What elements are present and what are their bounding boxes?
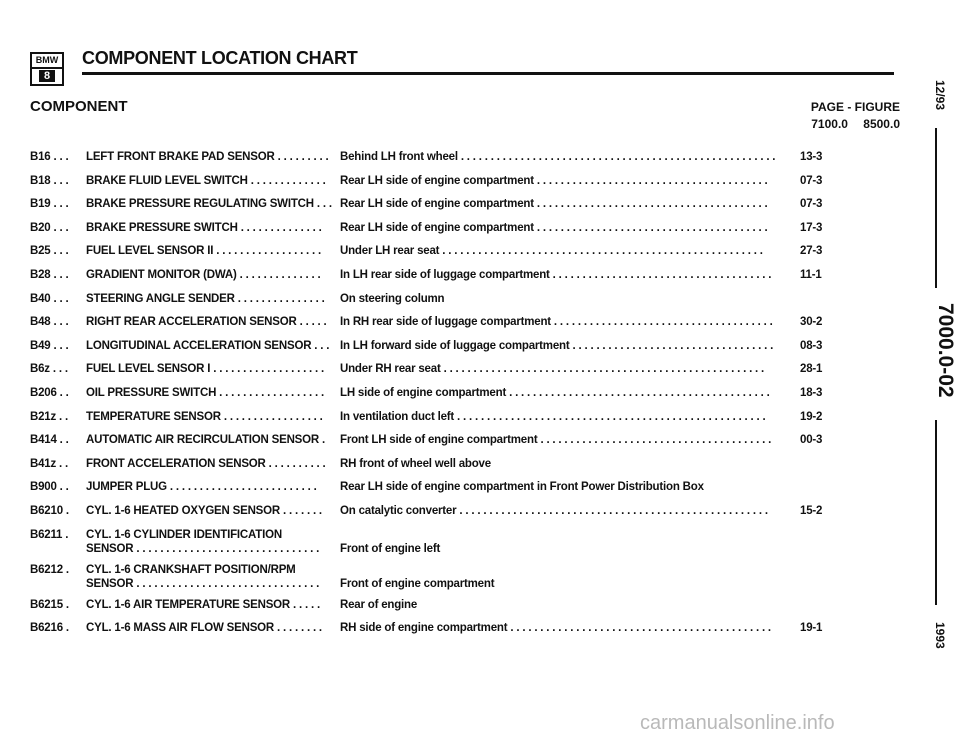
- side-date-label: 12/93: [933, 79, 947, 111]
- component-name: [86, 481, 346, 493]
- page-figure-ref: 15-2: [800, 504, 823, 517]
- page-figure-ref: 18-3: [800, 386, 823, 399]
- component-code: B6210 .: [30, 504, 69, 517]
- component-name-line: FRONT ACCELERATION SENSOR . . . . . . . . . .: [86, 457, 326, 470]
- component-name: [86, 175, 346, 187]
- component-code: B20 . . .: [30, 221, 69, 234]
- page-figure-heading: PAGE - FIGURE: [810, 100, 900, 114]
- table-row: [30, 505, 910, 529]
- page-figure-ref: 19-1: [800, 622, 823, 635]
- page-figure-ref: 13-3: [800, 151, 823, 163]
- component-name-line: CYL. 1-6 MASS AIR FLOW SENSOR . . . . . . . .: [86, 622, 322, 635]
- component-name: [86, 316, 346, 328]
- component-name-line: CYL. 1-6 CRANKSHAFT POSITION/RPM: [86, 563, 296, 576]
- table-row: [30, 411, 910, 435]
- page-figure-ref: 27-3: [800, 245, 823, 258]
- component-code: B16 . . .: [30, 151, 69, 163]
- table-row: [30, 387, 910, 411]
- component-name: [86, 198, 346, 210]
- component-code: B18 . . .: [30, 174, 69, 187]
- side-document-number: 7000.0-02: [934, 302, 957, 398]
- component-name: [86, 293, 346, 305]
- component-name-line: BRAKE FLUID LEVEL SWITCH . . . . . . . . . . . . .: [86, 174, 326, 187]
- watermark-text: carmanualsonline.info: [640, 712, 835, 734]
- table-row: [30, 198, 910, 222]
- side-rule-top: [935, 128, 937, 288]
- component-name-line: FUEL LEVEL SENSOR II . . . . . . . . . . . . . . . . . .: [86, 245, 322, 258]
- component-name-line: FUEL LEVEL SENSOR I . . . . . . . . . . . . . . . . . . .: [86, 363, 325, 376]
- component-name: [86, 505, 346, 517]
- component-name: [86, 363, 346, 375]
- component-code: B41z . .: [30, 457, 69, 470]
- table-row: [30, 245, 910, 269]
- component-name-line: GRADIENT MONITOR (DWA) . . . . . . . . . . . . . .: [86, 268, 321, 281]
- table-row: [30, 222, 910, 246]
- component-name-line: CYL. 1-6 AIR TEMPERATURE SENSOR . . . . .: [86, 598, 320, 611]
- component-name-line: TEMPERATURE SENSOR . . . . . . . . . . . . . . . . .: [86, 410, 323, 423]
- component-code: B414 . .: [30, 434, 69, 447]
- page-figure-ref: 00-3: [800, 434, 823, 447]
- page-title: COMPONENT LOCATION CHART: [82, 48, 358, 68]
- component-location: Behind LH front wheel . . . . . . . . . . . . . . . . . . . . . . . . . . . . . . . . . . . . . . . . . . . . . . . . . . . . .: [340, 151, 776, 163]
- component-location: RH side of engine compartment . . . . . . . . . . . . . . . . . . . . . . . . . . . . . . . . . . . . . . . . . . . .: [340, 622, 771, 635]
- component-name-line: STEERING ANGLE SENDER . . . . . . . . . . . . . . .: [86, 292, 325, 305]
- component-code: B6211 .: [30, 528, 69, 541]
- component-name: [86, 458, 346, 470]
- table-row: [30, 458, 910, 482]
- component-code: B48 . . .: [30, 316, 69, 329]
- component-location: Front of engine left: [340, 542, 441, 555]
- component-code: B40 . . .: [30, 292, 69, 305]
- table-row: [30, 363, 910, 387]
- component-name: [86, 340, 346, 352]
- component-name-line: CYL. 1-6 HEATED OXYGEN SENSOR . . . . . . .: [86, 504, 322, 517]
- table-row: [30, 316, 910, 340]
- component-name-line: SENSOR . . . . . . . . . . . . . . . . . . . . . . . . . . . . . . .: [86, 577, 320, 590]
- component-code: B900 . .: [30, 481, 69, 494]
- table-row: [30, 481, 910, 505]
- logo-series-text: 8: [39, 70, 55, 82]
- table-row: [30, 293, 910, 317]
- component-name-line: BRAKE PRESSURE REGULATING SWITCH . . .: [86, 198, 332, 211]
- component-location: Rear LH side of engine compartment . . . . . . . . . . . . . . . . . . . . . . . . . . . . . . . . . . . . . . .: [340, 198, 768, 211]
- component-name: [86, 151, 346, 163]
- table-row: [30, 529, 910, 564]
- component-location: Rear of engine: [340, 598, 418, 611]
- component-name: [86, 222, 346, 234]
- component-name: [86, 411, 346, 423]
- table-row: [30, 269, 910, 293]
- component-column-heading: COMPONENT: [30, 98, 128, 115]
- component-location: LH side of engine compartment . . . . . . . . . . . . . . . . . . . . . . . . . . . . . . . . . . . . . . . . . . . .: [340, 386, 770, 399]
- logo-brand-text: BMW: [32, 54, 62, 69]
- component-location: In RH rear side of luggage compartment . . . . . . . . . . . . . . . . . . . . . . . . . . . . . . . . . . . . .: [340, 316, 773, 329]
- component-code: B6z . . .: [30, 363, 68, 376]
- page-figure-ref: 11-1: [800, 268, 822, 281]
- table-row: [30, 434, 910, 458]
- component-code: B28 . . .: [30, 268, 69, 281]
- component-code: B19 . . .: [30, 198, 69, 211]
- component-name: [86, 387, 346, 399]
- component-location: In LH forward side of luggage compartment . . . . . . . . . . . . . . . . . . . . . . . . . . . . . . . . . .: [340, 339, 774, 352]
- table-row: [30, 622, 910, 646]
- component-name: [86, 599, 346, 611]
- component-location: In LH rear side of luggage compartment . . . . . . . . . . . . . . . . . . . . . . . . . . . . . . . . . . . . .: [340, 268, 772, 281]
- table-row: [30, 340, 910, 364]
- component-location: Rear LH side of engine compartment . . . . . . . . . . . . . . . . . . . . . . . . . . . . . . . . . . . . . . .: [340, 174, 768, 187]
- component-name-line: RIGHT REAR ACCELERATION SENSOR . . . . .: [86, 316, 327, 329]
- component-location: RH front of wheel well above: [340, 457, 491, 470]
- component-code: B206 . .: [30, 386, 69, 399]
- component-name-line: SENSOR . . . . . . . . . . . . . . . . . . . . . . . . . . . . . . .: [86, 542, 320, 555]
- component-location: Rear LH side of engine compartment . . . . . . . . . . . . . . . . . . . . . . . . . . . . . . . . . . . . . . .: [340, 221, 768, 234]
- component-name: [86, 245, 346, 257]
- title-rule: [82, 72, 894, 75]
- component-code: B6212 .: [30, 563, 69, 576]
- component-location: On catalytic converter . . . . . . . . . . . . . . . . . . . . . . . . . . . . . . . . . . . . . . . . . . . . . . . . . . . .: [340, 504, 768, 517]
- side-rule-bottom: [935, 420, 937, 605]
- component-location: In ventilation duct left . . . . . . . . . . . . . . . . . . . . . . . . . . . . . . . . . . . . . . . . . . . . . . . . . . . .: [340, 410, 766, 423]
- side-year-label: 1993: [933, 621, 947, 649]
- component-name: [86, 622, 346, 634]
- page-figure-ref: 08-3: [800, 339, 823, 352]
- component-name-line: BRAKE PRESSURE SWITCH . . . . . . . . . . . . . .: [86, 221, 322, 234]
- component-name-line: AUTOMATIC AIR RECIRCULATION SENSOR .: [86, 434, 325, 447]
- component-location: On steering column: [340, 292, 445, 305]
- table-row: [30, 599, 910, 623]
- component-code: B6216 .: [30, 622, 69, 635]
- component-name-line: JUMPER PLUG . . . . . . . . . . . . . . . . . . . . . . . . .: [86, 481, 317, 494]
- component-code: B25 . . .: [30, 245, 69, 258]
- page-figure-ref: 07-3: [800, 174, 823, 187]
- page-figure-ref: 28-1: [800, 363, 823, 376]
- component-location: Under RH rear seat . . . . . . . . . . . . . . . . . . . . . . . . . . . . . . . . . . . . . . . . . . . . . . . . . . . . . .: [340, 363, 765, 376]
- page-figure-ref: 07-3: [800, 198, 823, 211]
- component-name-line: CYL. 1-6 CYLINDER IDENTIFICATION: [86, 528, 282, 541]
- component-name: [86, 563, 346, 590]
- bmw-logo: [30, 52, 64, 86]
- component-name-line: LONGITUDINAL ACCELERATION SENSOR . . .: [86, 339, 330, 352]
- component-location: Front LH side of engine compartment . . . . . . . . . . . . . . . . . . . . . . . . . . . . . . . . . . . . . . .: [340, 434, 772, 447]
- component-code: B49 . . .: [30, 339, 69, 352]
- component-name-line: LEFT FRONT BRAKE PAD SENSOR . . . . . . . . .: [86, 151, 329, 163]
- component-location: Front of engine compartment: [340, 577, 495, 590]
- component-location: Rear LH side of engine compartment in Front Power Distribution Box: [340, 481, 704, 494]
- page-figure-ref: 17-3: [800, 221, 823, 234]
- page-figure-ref: 30-2: [800, 316, 823, 329]
- component-name-line: OIL PRESSURE SWITCH . . . . . . . . . . . . . . . . . .: [86, 386, 324, 399]
- component-name: [86, 269, 346, 281]
- component-table: [30, 151, 910, 646]
- table-row: [30, 151, 910, 175]
- page-figure-subheading: 7100.0 8500.0: [811, 117, 900, 131]
- page-figure-ref: 19-2: [800, 410, 823, 423]
- table-row: [30, 564, 910, 599]
- component-code: B21z . .: [30, 410, 69, 423]
- component-name: [86, 528, 346, 555]
- component-code: B6215 .: [30, 598, 69, 611]
- component-name: [86, 434, 346, 446]
- table-row: [30, 175, 910, 199]
- component-location: Under LH rear seat . . . . . . . . . . . . . . . . . . . . . . . . . . . . . . . . . . . . . . . . . . . . . . . . . . . . . .: [340, 245, 763, 258]
